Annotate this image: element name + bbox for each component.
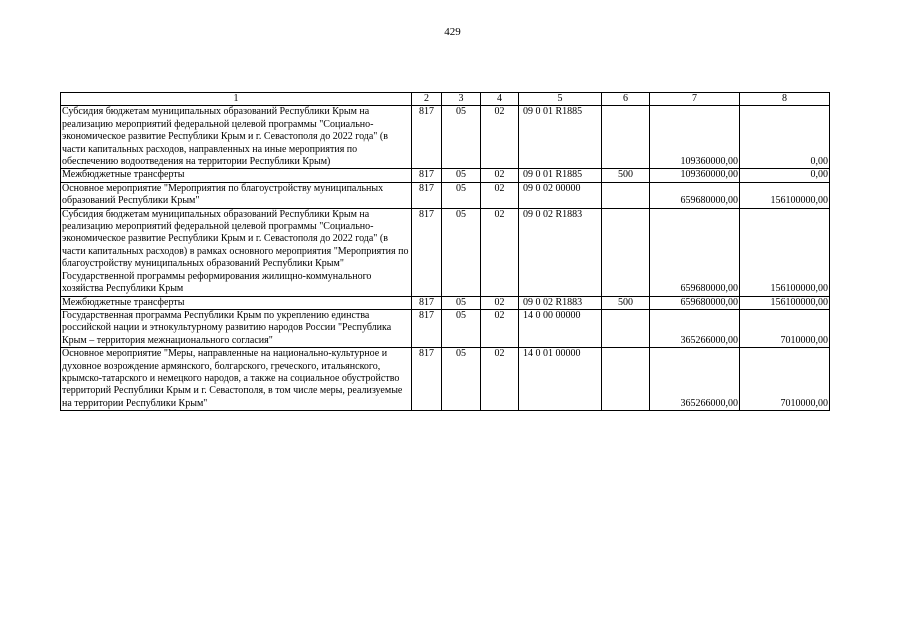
row-amount-1-cell: 659680000,00 xyxy=(650,296,740,309)
row-section-cell: 05 xyxy=(442,309,481,347)
row-ministry-cell: 817 xyxy=(412,296,442,309)
row-section-cell: 05 xyxy=(442,169,481,182)
row-amount-2-cell: 156100000,00 xyxy=(740,296,830,309)
row-target-cell: 09 0 01 R1885 xyxy=(519,106,602,169)
header-cell: 3 xyxy=(442,93,481,106)
row-expense-type-cell xyxy=(602,208,650,296)
row-amount-1-cell: 109360000,00 xyxy=(650,106,740,169)
row-subsection-cell: 02 xyxy=(481,348,519,411)
header-cell: 4 xyxy=(481,93,519,106)
row-subsection-cell: 02 xyxy=(481,169,519,182)
table-row xyxy=(61,348,830,411)
row-expense-type-cell xyxy=(602,309,650,347)
row-target-cell: 14 0 00 00000 xyxy=(519,309,602,347)
row-target-cell: 09 0 02 R1883 xyxy=(519,208,602,296)
row-name-cell: Субсидия бюджетам муниципальных образований Республики Крым на реализацию мероприятий федеральной целевой программы "Социально-экономическое развитие Республики Крым и г. Севастополя до 2022 года" (в части капитальных расходов, направленных на иные мероприятия по обеспечению водоотведения на территории Республики Крым) xyxy=(61,106,412,169)
row-target-cell: 09 0 02 R1883 xyxy=(519,296,602,309)
row-name-cell: Основное мероприятие "Мероприятия по благоустройству муниципальных образований Республики Крым" xyxy=(61,182,412,208)
row-name-cell: Основное мероприятие "Меры, направленные на национально-культурное и духовное возрождение армянского, болгарского, греческого, итальянского, крымско-татарского и немецкого народов, а также на социальное обустройство территорий Республики Крым и г. Севастополя, в том числе меры, реализуемые на территории Республики Крым" xyxy=(61,348,412,411)
row-ministry-cell: 817 xyxy=(412,348,442,411)
row-target-cell: 14 0 01 00000 xyxy=(519,348,602,411)
header-cell: 2 xyxy=(412,93,442,106)
row-amount-1-cell: 365266000,00 xyxy=(650,309,740,347)
row-amount-1-cell: 109360000,00 xyxy=(650,169,740,182)
row-subsection-cell: 02 xyxy=(481,182,519,208)
row-name-cell: Межбюджетные трансферты xyxy=(61,296,412,309)
row-target-cell: 09 0 01 R1885 xyxy=(519,169,602,182)
header-cell: 1 xyxy=(61,93,412,106)
row-subsection-cell: 02 xyxy=(481,106,519,169)
row-amount-1-cell: 659680000,00 xyxy=(650,182,740,208)
header-cell: 6 xyxy=(602,93,650,106)
table-row xyxy=(61,309,830,347)
table-row xyxy=(61,208,830,296)
table-header-row xyxy=(61,93,830,106)
row-expense-type-cell: 500 xyxy=(602,296,650,309)
row-section-cell: 05 xyxy=(442,182,481,208)
row-ministry-cell: 817 xyxy=(412,106,442,169)
header-cell: 7 xyxy=(650,93,740,106)
row-name-cell: Государственная программа Республики Крым по укреплению единства российской нации и этнокультурному развитию народов России "Республика Крым – территория межнационального согласия" xyxy=(61,309,412,347)
row-amount-2-cell: 0,00 xyxy=(740,106,830,169)
row-amount-2-cell: 156100000,00 xyxy=(740,208,830,296)
row-amount-2-cell: 156100000,00 xyxy=(740,182,830,208)
row-amount-2-cell: 7010000,00 xyxy=(740,348,830,411)
row-section-cell: 05 xyxy=(442,208,481,296)
table-row xyxy=(61,296,830,309)
row-section-cell: 05 xyxy=(442,296,481,309)
row-expense-type-cell xyxy=(602,106,650,169)
row-expense-type-cell xyxy=(602,182,650,208)
header-cell: 8 xyxy=(740,93,830,106)
row-subsection-cell: 02 xyxy=(481,208,519,296)
row-ministry-cell: 817 xyxy=(412,182,442,208)
row-name-cell: Субсидия бюджетам муниципальных образований Республики Крым на реализацию мероприятий федеральной целевой программы "Социально-экономическое развитие Республики Крым и г. Севастополя до 2022 года" (в части капитальных расходов) в рамках основного мероприятия "Мероприятия по благоустройству муниципальных образований Республики Крым" Государственной программы реформирования жилищно-коммунального хозяйства Республики Крым xyxy=(61,208,412,296)
row-expense-type-cell: 500 xyxy=(602,169,650,182)
table-row xyxy=(61,169,830,182)
row-ministry-cell: 817 xyxy=(412,169,442,182)
row-amount-2-cell: 0,00 xyxy=(740,169,830,182)
row-name-cell: Межбюджетные трансферты xyxy=(61,169,412,182)
row-target-cell: 09 0 02 00000 xyxy=(519,182,602,208)
page-number: 429 xyxy=(444,26,461,38)
row-subsection-cell: 02 xyxy=(481,309,519,347)
header-cell: 5 xyxy=(519,93,602,106)
row-expense-type-cell xyxy=(602,348,650,411)
row-amount-1-cell: 365266000,00 xyxy=(650,348,740,411)
row-amount-1-cell: 659680000,00 xyxy=(650,208,740,296)
row-subsection-cell: 02 xyxy=(481,296,519,309)
budget-table xyxy=(60,92,830,411)
table-row xyxy=(61,106,830,169)
row-ministry-cell: 817 xyxy=(412,309,442,347)
table-row xyxy=(61,182,830,208)
row-section-cell: 05 xyxy=(442,348,481,411)
row-section-cell: 05 xyxy=(442,106,481,169)
row-ministry-cell: 817 xyxy=(412,208,442,296)
row-amount-2-cell: 7010000,00 xyxy=(740,309,830,347)
